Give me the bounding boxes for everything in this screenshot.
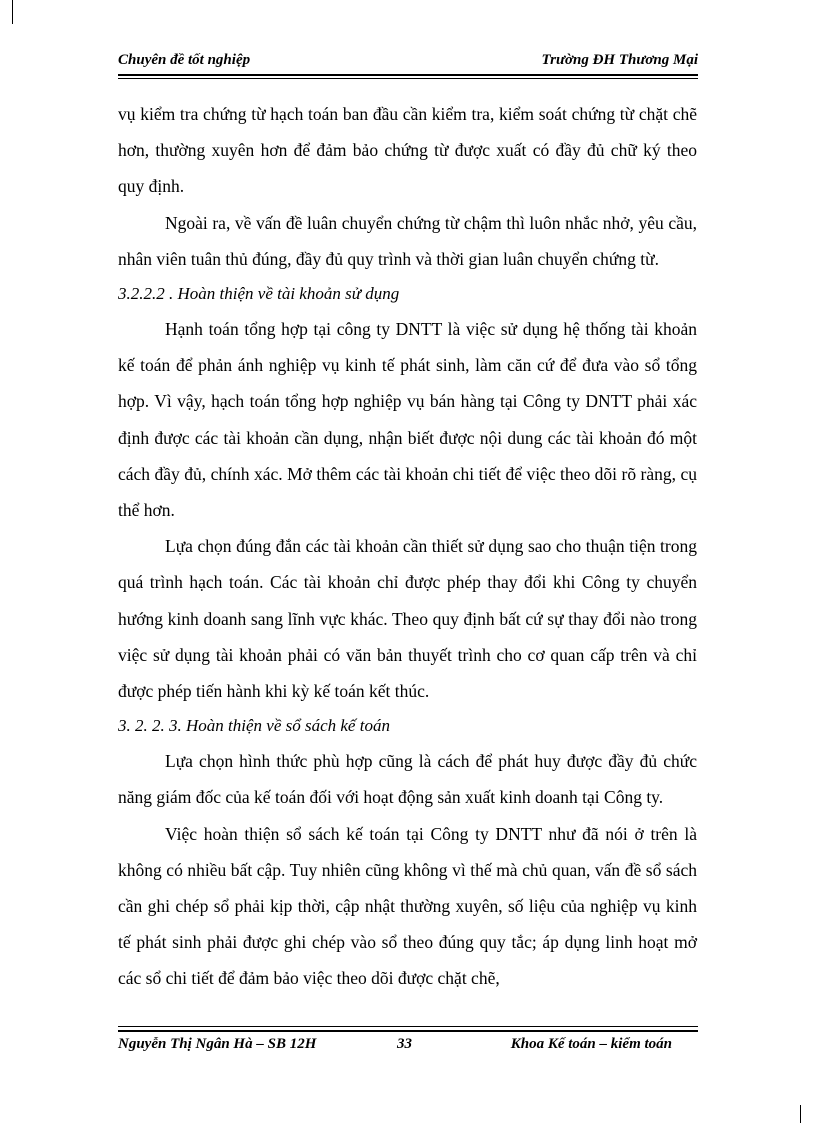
- paragraph: Việc hoàn thiện sổ sách kế toán tại Công ty DNTT như đã nói ở trên là không có nhiều bất cập. Tuy nhiên cũng không vì thế mà chủ quan, vấn đề sổ sách cần ghi chép sổ phải kịp thời, cập nhật thường xuyên, số liệu của nghiệp vụ kinh tế phát sinh phải được ghi chép vào sổ theo đúng quy tắc; áp dụng linh hoạt mở các sổ chi tiết để đảm bảo việc theo dõi được chặt chẽ,: [118, 823, 697, 989]
- footer-department: Khoa Kế toán – kiểm toán: [510, 1036, 672, 1052]
- section-heading: 3.2.2.2 . Hoàn thiện về tài khoản sử dụng: [118, 284, 400, 304]
- footer-rule-thin: [118, 1026, 698, 1027]
- crop-mark-top-left: [0, 0, 13, 24]
- header-university: Trường ĐH Thương Mại: [541, 52, 698, 68]
- page-header: [118, 52, 698, 76]
- header-thesis-title: Chuyên đề tốt nghiệp: [118, 52, 251, 68]
- footer-author: Nguyễn Thị Ngân Hà – SB 12H: [118, 1036, 317, 1052]
- page-body: [118, 96, 697, 997]
- header-rule-thin: [118, 78, 698, 79]
- paragraph: Lựa chọn hình thức phù hợp cũng là cách để phát huy được đầy đủ chức năng giám đốc của kế toán đối với hoạt động sản xuất kinh doanh tại Công ty.: [118, 751, 697, 808]
- crop-mark-bottom-right: [800, 1105, 816, 1123]
- footer-rule-thick: [118, 1030, 698, 1032]
- paragraph: Hạnh toán tổng hợp tại công ty DNTT là việc sử dụng hệ thống tài khoản kế toán để phản ánh nghiệp vụ kinh tế phát sinh, làm căn cứ để đưa vào sổ tổng hợp. Vì vậy, hạch toán tổng hợp nghiệp vụ bán hàng tại Công ty DNTT phải xác định được các tài khoản cần dụng, nhận biết được nội dung các tài khoản đó một cách đầy đủ, chính xác. Mở thêm các tài khoản chi tiết để việc theo dõi rõ ràng, cụ thể hơn.: [118, 319, 697, 521]
- paragraph: Lựa chọn đúng đắn các tài khoản cần thiết sử dụng sao cho thuận tiện trong quá trình hạch toán. Các tài khoản chỉ được phép thay đổi khi Công ty chuyển hướng kinh doanh sang lĩnh vực khác. Theo quy định bất cứ sự thay đổi nào trong việc sử dụng tài khoản phải có văn bản thuyết trình cho cơ quan cấp trên và chỉ được phép tiến hành khi kỳ kế toán kết thúc.: [118, 536, 697, 702]
- page-footer: [118, 1036, 698, 1060]
- section-heading: 3. 2. 2. 3. Hoàn thiện về sổ sách kế toán: [118, 716, 390, 736]
- paragraph: Ngoài ra, về vấn đề luân chuyển chứng từ chậm thì luôn nhắc nhở, yêu cầu, nhân viên tuân thủ đúng, đầy đủ quy trình và thời gian luân chuyển chứng từ.: [118, 212, 697, 269]
- paragraph-continued: vụ kiểm tra chứng từ hạch toán ban đầu cần kiểm tra, kiểm soát chứng từ chặt chẽ hơn, thường xuyên hơn để đảm bảo chứng từ được xuất có đầy đủ chữ ký theo quy định.: [118, 104, 697, 197]
- page-number: 33: [397, 1036, 412, 1052]
- header-rule-thick: [118, 74, 698, 76]
